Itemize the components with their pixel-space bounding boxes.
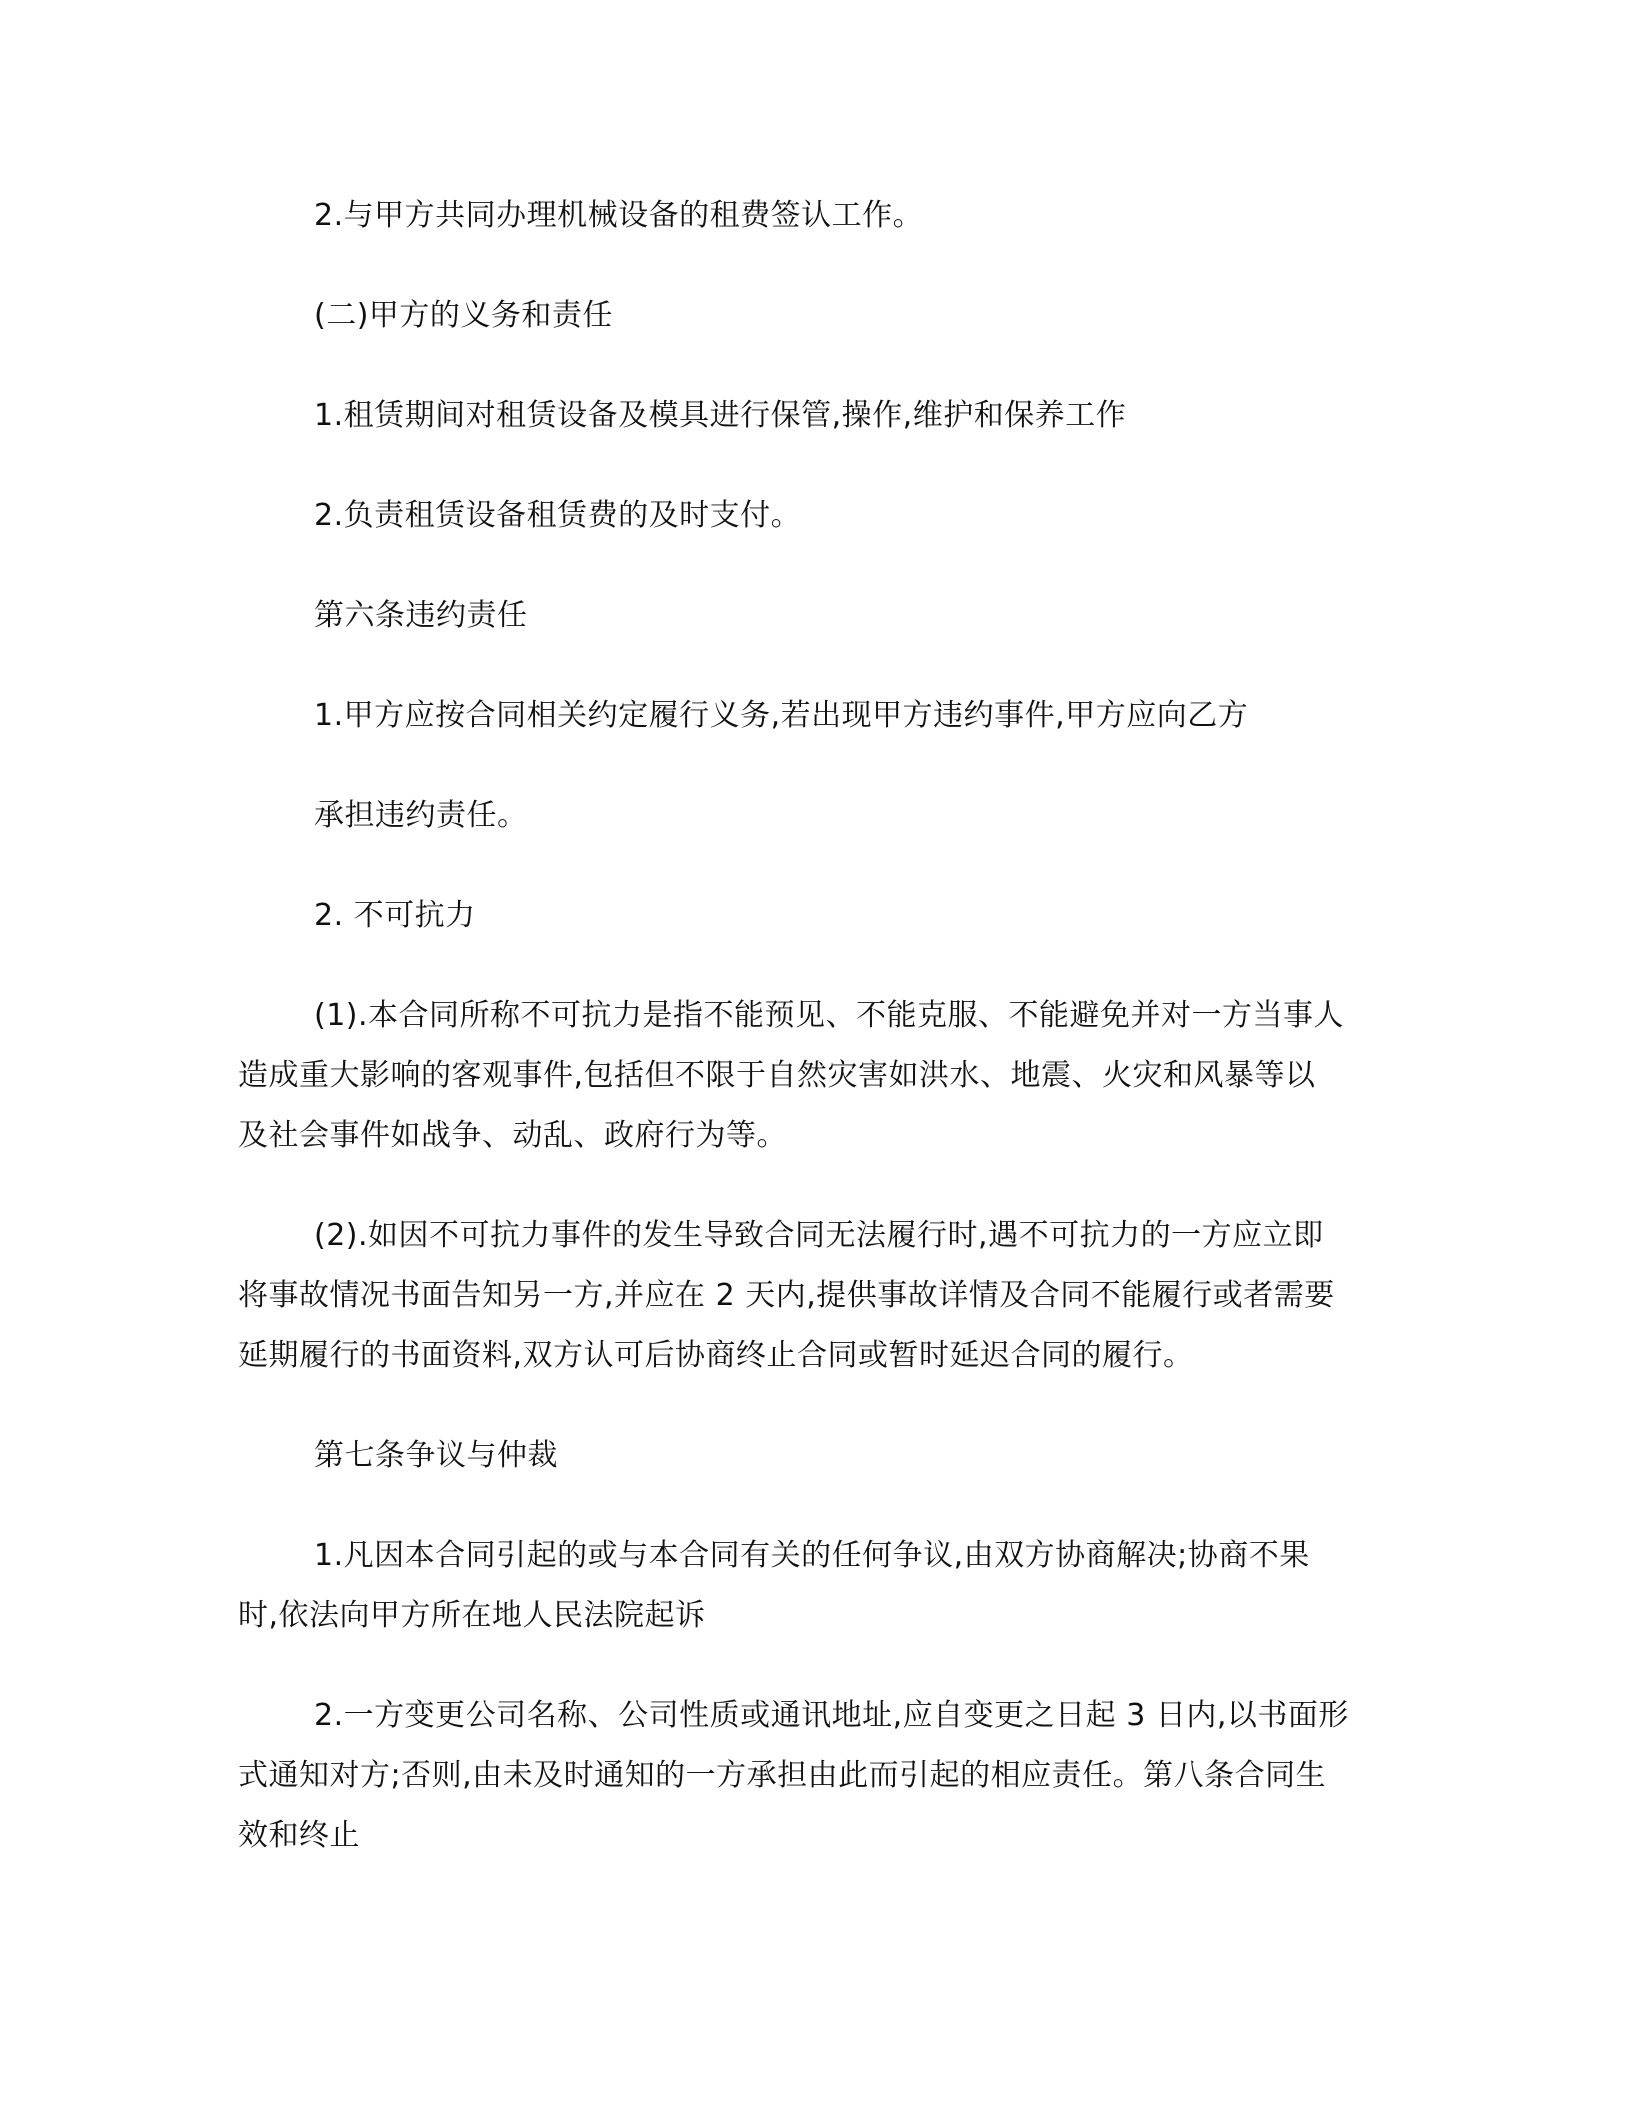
text-line-12: (2).如因不可抗力事件的发生导致合同无法履行时,遇不可抗力的一方应立即 <box>314 1218 1324 1253</box>
text-line-6: 1.甲方应按合同相关约定履行义务,若出现甲方违约事件,甲方应向乙方 <box>314 698 1249 733</box>
text-line-13: 将事故情况书面告知另一方,并应在 2 天内,提供事故详情及合同不能履行或者需要 <box>238 1278 1335 1313</box>
text-line-14: 延期履行的书面资料,双方认可后协商终止合同或暂时延迟合同的履行。 <box>238 1338 1194 1373</box>
text-line-17: 时,依法向甲方所在地人民法院起诉 <box>238 1598 706 1633</box>
text-line-7: 承担违约责任。 <box>314 798 528 833</box>
text-line-8: 2. 不可抗力 <box>314 898 476 933</box>
text-line-3: 1.租赁期间对租赁设备及模具进行保管,操作,维护和保养工作 <box>314 398 1127 433</box>
text-line-16: 1.凡因本合同引起的或与本合同有关的任何争议,由双方协商解决;协商不果 <box>314 1538 1310 1573</box>
text-line-11: 及社会事件如战争、动乱、政府行为等。 <box>238 1118 787 1153</box>
section-heading-article-6: 第六条违约责任 <box>314 598 528 633</box>
text-line-19: 式通知对方;否则,由未及时通知的一方承担由此而引起的相应责任。第八条合同生 <box>238 1758 1327 1793</box>
text-line-18: 2.一方变更公司名称、公司性质或通讯地址,应自变更之日起 3 日内,以书面形 <box>314 1698 1349 1733</box>
text-line-10: 造成重大影响的客观事件,包括但不限于自然灾害如洪水、地震、火灾和风暴等以 <box>238 1058 1316 1093</box>
text-line-1: 2.与甲方共同办理机械设备的租费签认工作。 <box>314 198 924 233</box>
text-line-9: (1).本合同所称不可抗力是指不能预见、不能克服、不能避免并对一方当事人 <box>314 998 1345 1033</box>
text-line-4: 2.负责租赁设备租赁费的及时支付。 <box>314 498 802 533</box>
text-line-20: 效和终止 <box>238 1818 360 1853</box>
section-heading-article-7: 第七条争议与仲裁 <box>314 1438 558 1473</box>
text-line-2: (二)甲方的义务和责任 <box>314 298 613 333</box>
